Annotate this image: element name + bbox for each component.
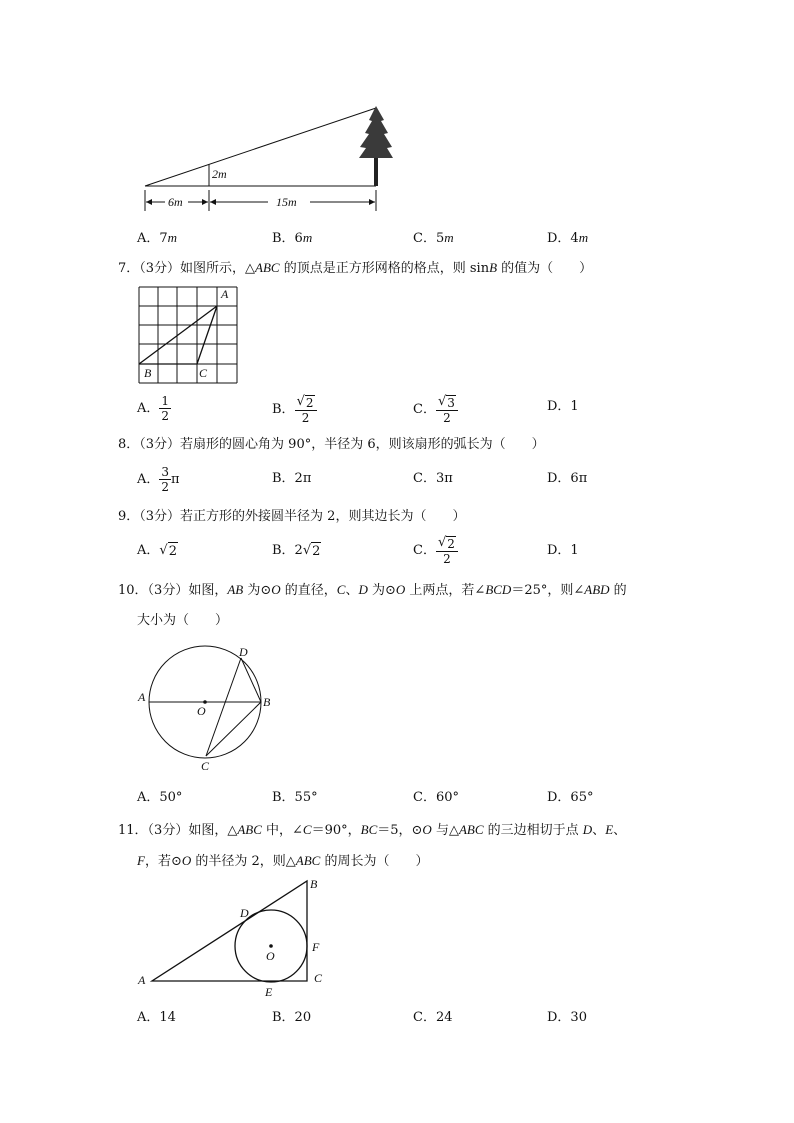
q10-stem-line1: 10．（3分）如图，AB 为⊙O 的直径，C、D 为⊙O 上两点，若∠BCD＝25°，则∠ABD 的 xyxy=(118,582,627,598)
q10-stem-line2: 大小为（ ） xyxy=(137,613,229,628)
q9-option-b[interactable]: B．2 √ 2 xyxy=(272,543,321,559)
q8-stem: 8．（3分）若扇形的圆心角为 90°，半径为 6，则该扇形的弧长为（ ） xyxy=(118,437,545,452)
q6-option-b[interactable]: B．6m xyxy=(272,230,313,246)
circle-label-d: D xyxy=(239,645,248,659)
label-15m: 15m xyxy=(276,195,297,209)
q7-option-c[interactable]: C． √ 3 2 xyxy=(413,394,458,425)
tri-label-b: B xyxy=(310,877,318,891)
q8-option-b[interactable]: B．2π xyxy=(272,471,312,486)
tri-label-o: O xyxy=(266,949,275,963)
tri-label-f: F xyxy=(312,940,320,954)
q8-option-d[interactable]: D．6π xyxy=(547,471,588,486)
label-2m: 2m xyxy=(212,167,227,181)
tri-label-e: E xyxy=(265,985,273,999)
tri-label-a: A xyxy=(138,973,146,987)
q10-option-c[interactable]: C．60° xyxy=(413,790,459,805)
q11-stem-line1: 11．（3分）如图，△ABC 中，∠C＝90°，BC＝5，⊙O 与△ABC 的三边相切于点 D、E、 xyxy=(118,822,627,838)
q11-option-a[interactable]: A．14 xyxy=(137,1010,176,1025)
q7-option-b[interactable]: B． √ 2 2 xyxy=(272,394,317,425)
grid-label-b: B xyxy=(144,366,152,380)
q10-option-d[interactable]: D．65° xyxy=(547,790,594,805)
grid-label-a: A xyxy=(221,287,229,301)
q7-grid-figure xyxy=(136,284,242,388)
q6-option-d[interactable]: D．4m xyxy=(547,230,589,246)
q6-figure xyxy=(130,100,410,215)
tri-label-d: D xyxy=(240,906,249,920)
q8-option-a[interactable]: A． $\frac{3}{2}$ π xyxy=(137,465,180,494)
q10-circle-figure xyxy=(135,642,280,777)
q11-option-c[interactable]: C．24 xyxy=(413,1010,453,1025)
q6-option-c[interactable]: C．5m xyxy=(413,230,454,246)
grid-label-c: C xyxy=(199,366,208,380)
q11-option-d[interactable]: D．30 xyxy=(547,1010,587,1025)
q7-option-d[interactable]: D．1 xyxy=(547,399,579,414)
q8-option-c[interactable]: C．3π xyxy=(413,471,453,486)
q11-option-b[interactable]: B．20 xyxy=(272,1010,312,1025)
tri-label-c: C xyxy=(314,971,323,985)
q7-option-a[interactable]: A． $\frac{1}{2}$ xyxy=(137,394,170,423)
circle-label-c: C xyxy=(201,759,210,773)
circle-label-a: A xyxy=(138,690,146,704)
circle-label-o: O xyxy=(197,704,206,718)
q9-option-a[interactable]: A． √ 2 xyxy=(137,543,177,559)
q7-stem: 7．（3分）如图所示，△ABC 的顶点是正方形网格的格点，则 sinB 的值为（ ） xyxy=(118,260,593,276)
q6-option-a[interactable]: A．7m xyxy=(137,230,178,246)
sun-ray-line xyxy=(145,108,376,186)
q10-option-b[interactable]: B．55° xyxy=(272,790,318,805)
q9-option-d[interactable]: D．1 xyxy=(547,543,579,558)
q11-stem-line2: F，若⊙O 的半径为 2，则△ABC 的周长为（ ） xyxy=(137,853,429,869)
q10-option-a[interactable]: A．50° xyxy=(137,790,183,805)
q9-stem: 9．（3分）若正方形的外接圆半径为 2，则其边长为（ ） xyxy=(118,509,466,524)
q9-option-c[interactable]: C． √ 2 2 xyxy=(413,535,458,566)
q11-triangle-figure xyxy=(135,874,335,1002)
circle-label-b: B xyxy=(263,695,271,709)
tree-icon xyxy=(359,106,393,186)
label-6m: 6m xyxy=(168,195,183,209)
